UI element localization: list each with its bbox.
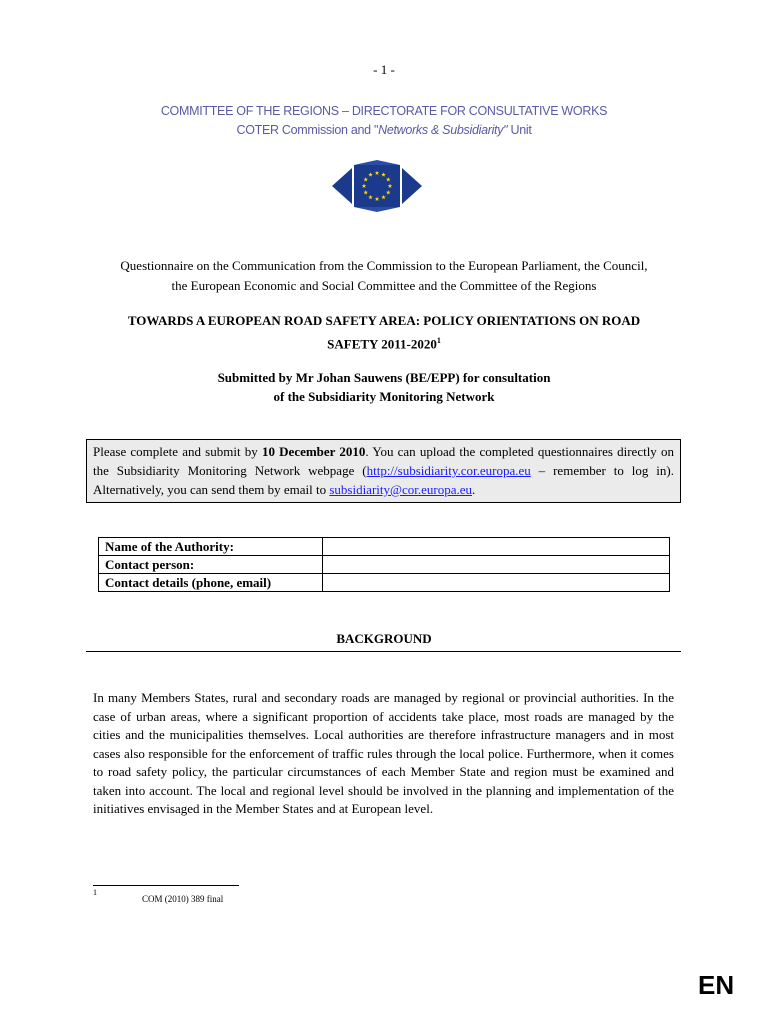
table-row <box>99 556 670 574</box>
subsidiarity-webpage-link[interactable]: http://subsidiarity.cor.europa.eu <box>366 463 531 478</box>
footnote-divider <box>93 885 239 886</box>
page-number: - 1 - <box>373 62 395 77</box>
authority-name-label: Name of the Authority: <box>99 538 323 556</box>
background-heading: BACKGROUND <box>336 631 432 646</box>
subsidiarity-email-link[interactable]: subsidiarity@cor.europa.eu <box>329 482 473 497</box>
section-divider <box>86 651 681 652</box>
contact-person-field[interactable] <box>323 556 670 574</box>
contact-person-label: Contact person: <box>99 556 323 574</box>
header-unit-italic: Networks & Subsidiarity" <box>378 123 508 137</box>
background-paragraph: In many Members States, rural and secondary roads are managed by regional or provincial authorities. In the case of urban areas, where a significant proportion of accidents take place, most roads are managed by the cities and the municipalities themselves. Local authorities are therefore infrastructure managers and in most cases also responsible for the enforcement of traffic rules through the local police. Furthermore, when it comes to road safety policy, the particular circumstances of each Member State and region must be examined and taken into account. The local and regional level should be involved in the planning and implementation of the initiatives envisaged in the Member States and at European level. <box>93 690 674 816</box>
footnote-reference: 1 <box>436 336 441 345</box>
title-line-2-text: SAFETY 2011-2020 <box>327 336 437 352</box>
notice-part-2: . You can upload the completed questionnaires directly on the Subsidiarity Monitoring Network webpage ( <box>93 444 674 478</box>
table-row <box>99 538 670 556</box>
contact-details-label: Contact details (phone, email) <box>99 574 323 592</box>
footnote-mark: 1 <box>93 888 97 897</box>
questionnaire-intro <box>0 256 768 296</box>
title-line-1: TOWARDS A EUROPEAN ROAD SAFETY AREA: POLICY ORIENTATIONS ON ROAD <box>127 313 641 328</box>
notice-part-4: . <box>472 482 476 497</box>
authority-name-field[interactable] <box>323 538 670 556</box>
notice-deadline: 10 December 2010 <box>261 444 366 459</box>
eu-committee-logo-icon <box>332 160 422 212</box>
language-code: EN <box>698 970 735 1000</box>
header-directorate: COMMITTEE OF THE REGIONS – DIRECTORATE FOR CONSULTATIVE WORKS <box>160 104 608 118</box>
submitted-line-2: of the Subsidiarity Monitoring Network <box>273 389 495 404</box>
table-row <box>99 574 670 592</box>
footnote-text: COM (2010) 389 final <box>142 894 224 904</box>
contact-details-field[interactable] <box>323 574 670 592</box>
notice-part-1: Please complete and submit by <box>93 444 262 459</box>
title-line-2 <box>0 331 768 354</box>
notice-part-3: – remember to log in). Alternatively, you can send them by email to <box>93 463 674 497</box>
submitted-line-1: Submitted by Mr Johan Sauwens (BE/EPP) for consultation <box>217 370 551 385</box>
authority-details-table <box>98 537 670 592</box>
intro-line-1: Questionnaire on the Communication from the Commission to the European Parliament, the Council, <box>120 258 648 273</box>
submission-notice <box>86 439 681 503</box>
document-title <box>0 311 768 354</box>
submitted-by <box>0 368 768 406</box>
header-unit-pre: COTER Commission and " <box>236 123 379 137</box>
header-unit <box>0 123 768 137</box>
intro-line-2: the European Economic and Social Committee and the Committee of the Regions <box>171 278 597 293</box>
header-unit-post: Unit <box>507 123 532 137</box>
